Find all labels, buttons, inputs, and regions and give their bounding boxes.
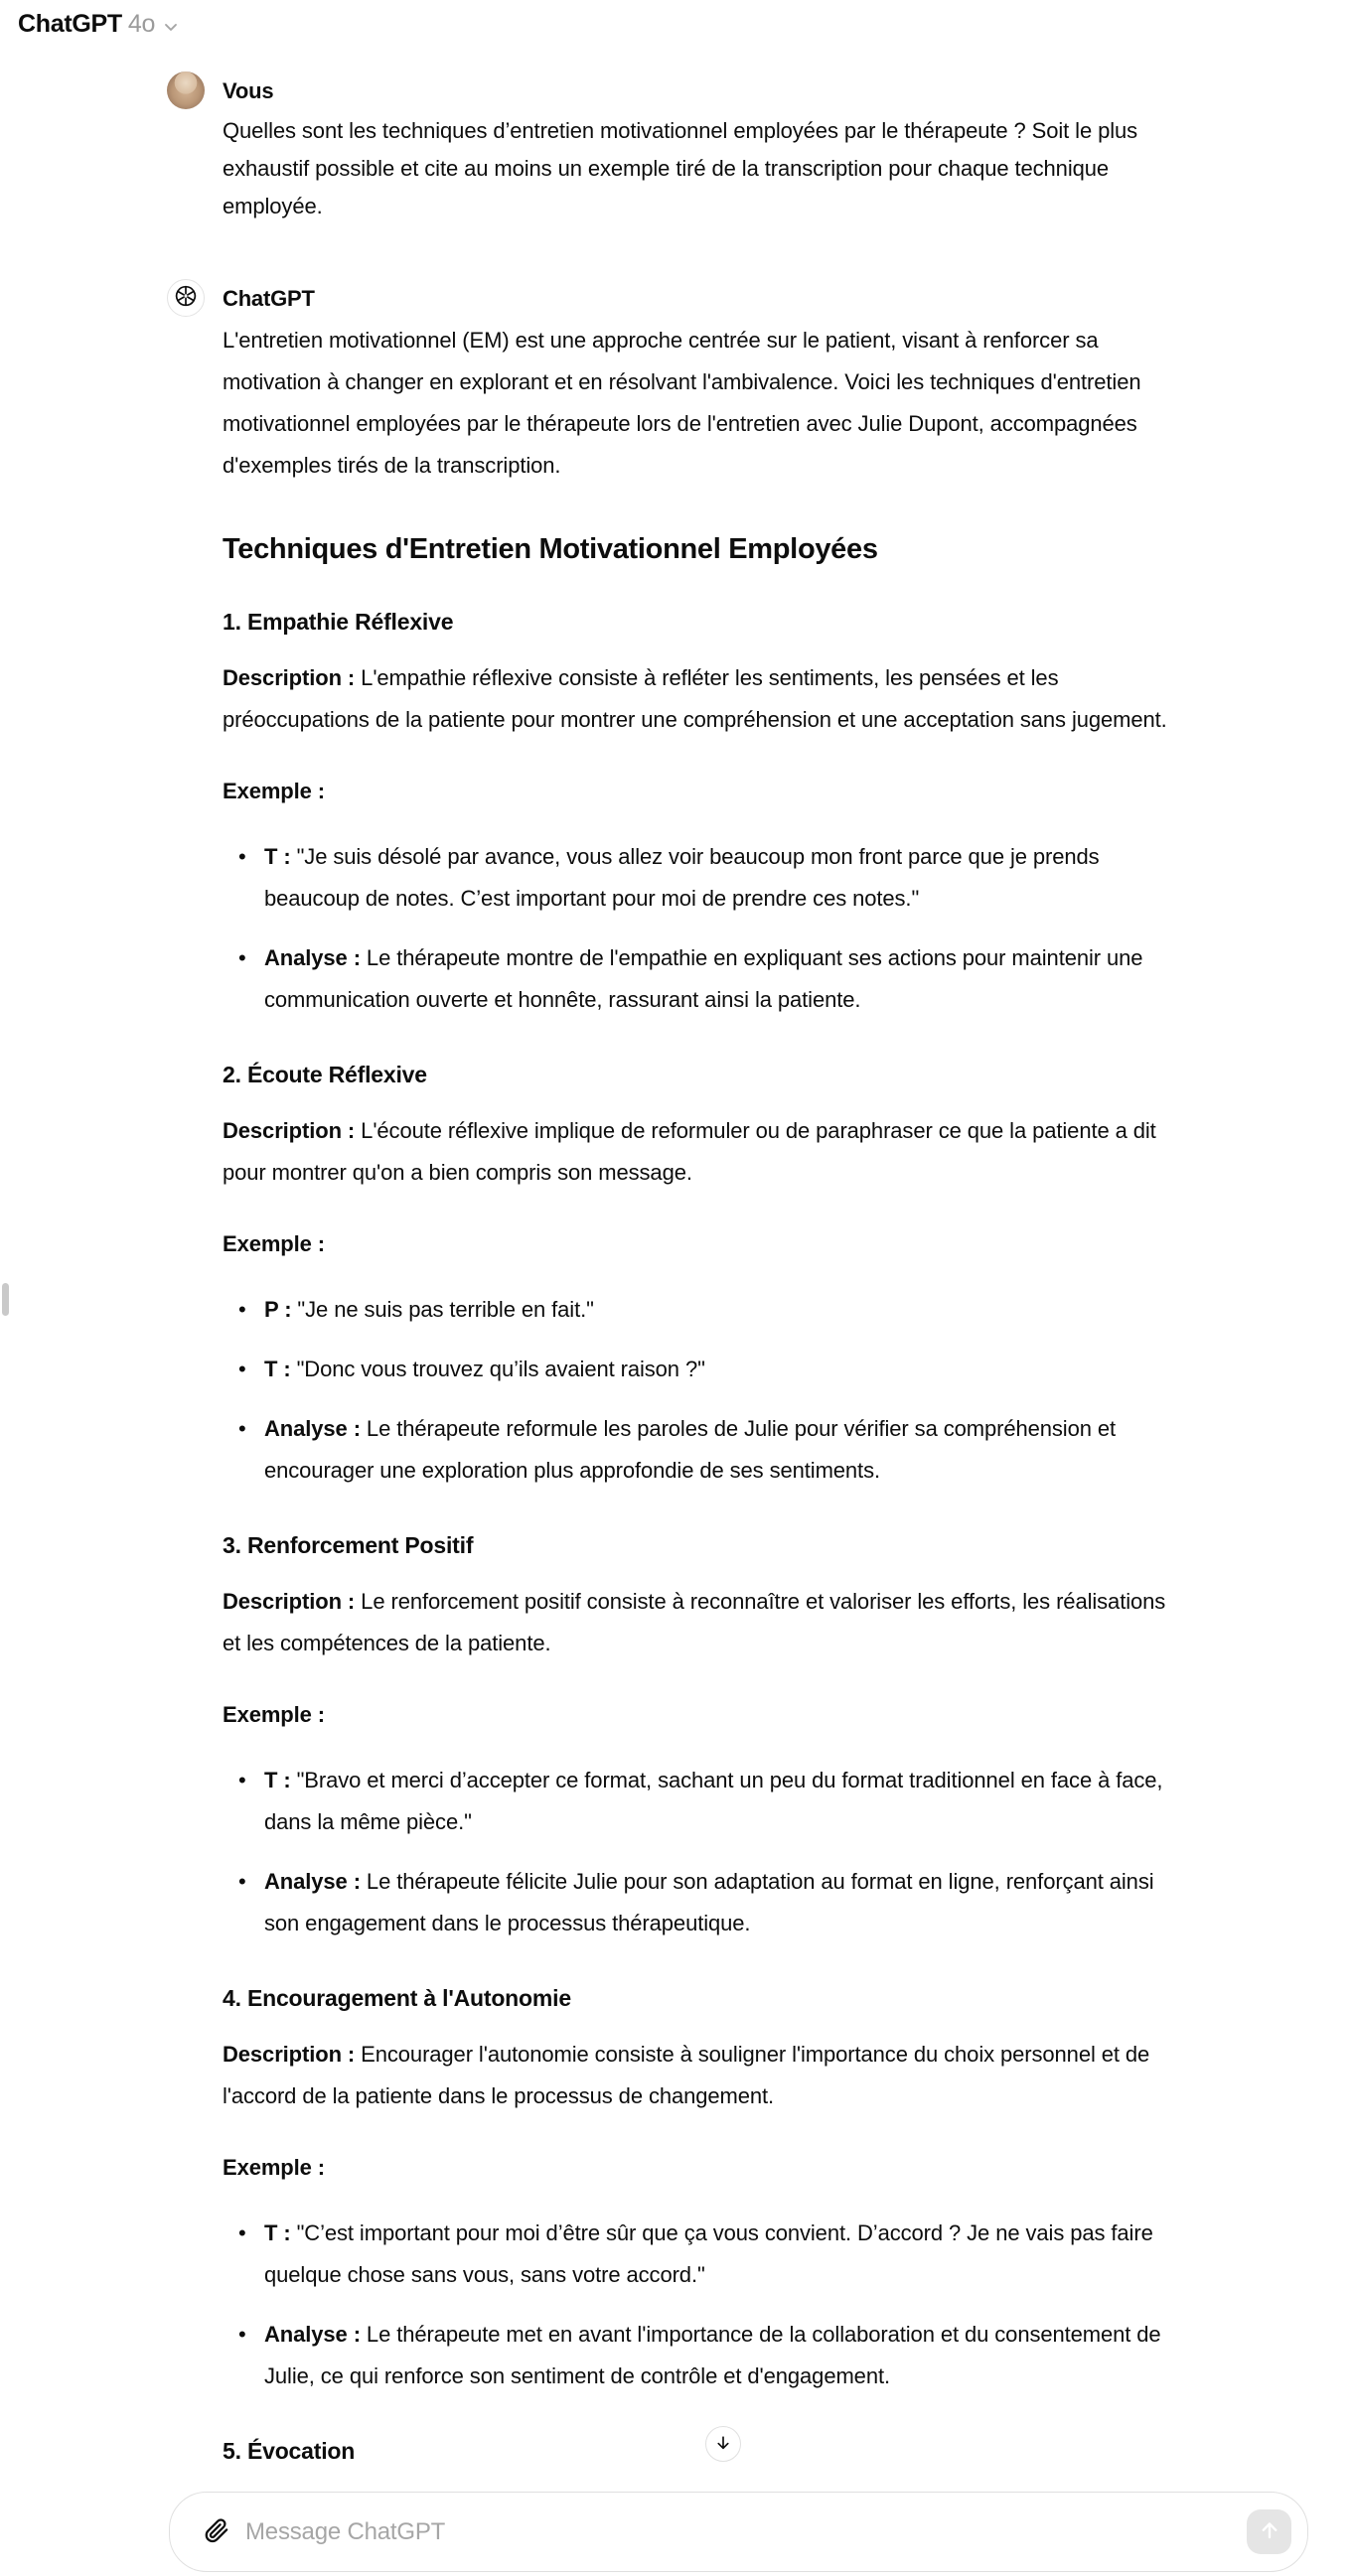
user-message — [167, 72, 1184, 225]
arrow-down-icon — [713, 2433, 733, 2456]
conversation — [167, 72, 1184, 2570]
message-input[interactable] — [245, 2518, 1247, 2546]
user-avatar — [167, 72, 205, 109]
example-label: Exemple : — [223, 1231, 326, 1256]
user-message-text: Quelles sont les techniques d’entretien motivationnel employées par le thérapeute ? Soit le plus exhaustif possible et cite au moins un exemple tiré de la transcription pour chaque technique employée. — [223, 118, 1138, 218]
example-bullet: • T : "Bravo et merci d’accepter ce format, sachant un peu du format traditionnel en face à face, dans la même pièce." — [223, 1760, 1184, 1843]
example-bullet: • P : "Je ne suis pas terrible en fait." — [223, 1289, 1184, 1331]
description-text: L'empathie réflexive consiste à refléter les sentiments, les pensées et les préoccupations de la patiente pour montrer une compréhension et une acceptation sans jugement. — [223, 665, 1167, 732]
model-name: 4o — [127, 10, 156, 38]
attach-file-button[interactable] — [198, 2514, 233, 2550]
chevron-down-icon — [161, 17, 181, 37]
example-bullet: • T : "Donc vous trouvez qu’ils avaient raison ?" — [223, 1349, 1184, 1390]
example-list — [223, 1760, 1184, 1944]
assistant-avatar — [167, 279, 205, 317]
assistant-author-label: ChatGPT — [223, 286, 315, 311]
technique-section — [223, 1982, 1184, 2397]
example-label: Exemple : — [223, 2155, 326, 2180]
description-label: Description : — [223, 2042, 356, 2067]
user-author-label: Vous — [223, 78, 274, 103]
description-label: Description : — [223, 1118, 356, 1143]
technique-section — [223, 1529, 1184, 1944]
send-button[interactable] — [1247, 2509, 1291, 2554]
scroll-to-bottom-button[interactable] — [705, 2426, 741, 2462]
example-bullet: • T : "Je suis désolé par avance, vous allez voir beaucoup mon front parce que je prends beaucoup de notes. C’est important pour moi de prendre ces notes." — [223, 836, 1184, 920]
example-bullet: • T : "C’est important pour moi d’être sûr que ça vous convient. D’accord ? Je ne vais pas faire quelque chose sans vous, sans votre accord." — [223, 2213, 1184, 2296]
description-text: L'écoute réflexive implique de reformuler ou de paraphraser ce que la patiente a dit pour montrer qu'on a bien compris son message. — [223, 1118, 1156, 1185]
description-label: Description : — [223, 665, 356, 690]
assistant-message — [167, 279, 1184, 2570]
assistant-sections — [223, 606, 1184, 2570]
arrow-up-icon — [1258, 2518, 1281, 2545]
assistant-heading: Techniques d'Entretien Motivationnel Employées — [223, 533, 878, 565]
example-bullet: • Analyse : Le thérapeute montre de l'empathie en expliquant ses actions pour maintenir une communication ouverte et honnête, rassurant ainsi la patiente. — [223, 937, 1184, 1021]
section-title: 5. Évocation — [223, 2438, 356, 2464]
description-text: Encourager l'autonomie consiste à souligner l'importance du choix personnel et de l'accord de la patiente dans le processus de changement. — [223, 2042, 1150, 2108]
example-bullet: • Analyse : Le thérapeute met en avant l'importance de la collaboration et du consentement de Julie, ce qui renforce son sentiment de contrôle et d'engagement. — [223, 2314, 1184, 2397]
example-label: Exemple : — [223, 779, 326, 803]
technique-section — [223, 606, 1184, 1021]
example-list — [223, 1289, 1184, 1492]
description-text: Le renforcement positif consiste à reconnaître et valoriser les efforts, les réalisations et les compétences de la patiente. — [223, 1589, 1166, 1655]
section-title: 1. Empathie Réflexive — [223, 609, 454, 635]
openai-logo-icon — [174, 284, 198, 313]
technique-section — [223, 1059, 1184, 1492]
example-bullet: • Analyse : Le thérapeute reformule les paroles de Julie pour vérifier sa compréhension et encourager une exploration plus approfondie de ses sentiments. — [223, 1408, 1184, 1492]
example-list — [223, 836, 1184, 1021]
paperclip-icon — [203, 2517, 229, 2547]
example-list — [223, 2213, 1184, 2397]
example-label: Exemple : — [223, 1702, 326, 1727]
sidebar-toggle-handle[interactable] — [2, 1283, 9, 1316]
model-switcher[interactable] — [18, 10, 181, 39]
assistant-intro: L'entretien motivationnel (EM) est une approche centrée sur le patient, visant à renforcer sa motivation à changer en explorant et en résolvant l'ambivalence. Voici les techniques d'entretien motivationnel employées par le thérapeute lors de l'entretien avec Julie Dupont, accompagnées d'exemples tirés de la transcription. — [223, 328, 1141, 478]
section-title: 3. Renforcement Positif — [223, 1532, 474, 1558]
message-composer — [169, 2492, 1308, 2572]
section-title: 2. Écoute Réflexive — [223, 1062, 427, 1087]
section-title: 4. Encouragement à l'Autonomie — [223, 1985, 571, 2011]
description-label: Description : — [223, 1589, 356, 1614]
brand-title: ChatGPT — [18, 10, 122, 38]
example-bullet: • Analyse : Le thérapeute félicite Julie pour son adaptation au format en ligne, renforçant ainsi son engagement dans le processus thérapeutique. — [223, 1861, 1184, 1944]
